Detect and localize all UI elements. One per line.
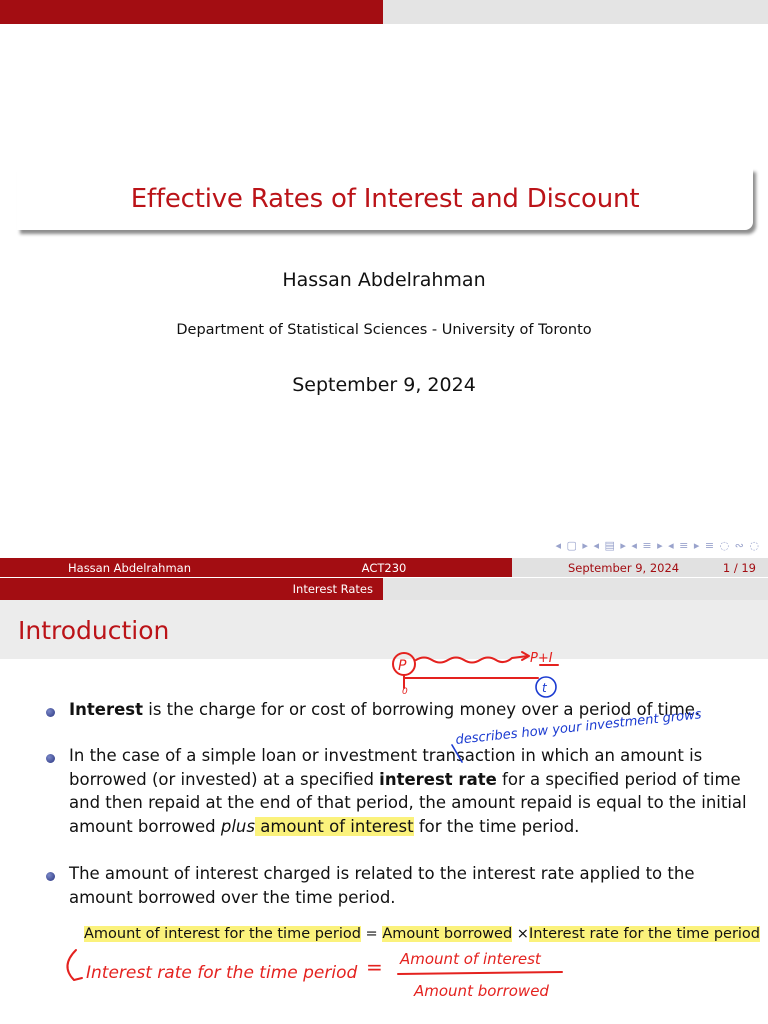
red-fraction-bar bbox=[398, 972, 562, 974]
footline-date: September 9, 2024 bbox=[568, 560, 680, 575]
bullet2-part3: amount of interest bbox=[254, 816, 414, 836]
bullet2-bold: interest rate bbox=[379, 769, 497, 789]
p-plus-i-label: P+I bbox=[530, 651, 553, 666]
formula-times: × bbox=[512, 926, 529, 942]
bullet2-part1: In the case of a simple loan or investment transaction in which an amount is borrowed (or invested) at a specified bbox=[69, 746, 703, 789]
formula-term2: Interest rate for the time period bbox=[528, 926, 761, 942]
beamer-navigation-icons[interactable]: ◂ ▢ ▸ ◂ ▤ ▸ ◂ ≡ ▸ ◂ ≡ ▸ ≡ ◌ ∾ ◌ bbox=[555, 539, 760, 552]
footline-author: Hassan Abdelrahman bbox=[0, 558, 256, 577]
t-label: t bbox=[542, 681, 547, 695]
slide-title: Effective Rates of Interest and Discount bbox=[130, 184, 640, 214]
red-lhs: Interest rate for the time period bbox=[86, 963, 358, 983]
formula-equals: = bbox=[360, 926, 383, 942]
bullet-text-3: The amount of interest charged is related to the interest rate applied to the amount borrowed over the time period. bbox=[69, 864, 695, 907]
bullet2-italic: plus bbox=[220, 816, 255, 836]
formula-term1: Amount borrowed bbox=[382, 926, 513, 942]
footline-course: ACT230 bbox=[256, 558, 512, 577]
red-equals: = bbox=[366, 955, 383, 979]
formula-lhs: Amount of interest for the time period bbox=[84, 926, 361, 942]
frame-title: Introduction bbox=[18, 616, 170, 645]
red-numerator: Amount of interest bbox=[400, 950, 541, 968]
blue-note: describes how your investment grows bbox=[454, 707, 703, 748]
presentation-date: September 9, 2024 bbox=[292, 374, 476, 396]
department: Department of Statistical Sciences - University of Toronto bbox=[176, 322, 592, 338]
bullet1-rest: is the charge for or cost of borrowing money over a period of time. bbox=[143, 700, 701, 719]
wavy-arrow bbox=[416, 656, 528, 663]
p-label: P bbox=[398, 658, 407, 674]
footline-page: 1 / 19 bbox=[722, 560, 756, 575]
bullet1-bold: Interest bbox=[69, 700, 144, 719]
section-name: Interest Rates bbox=[0, 578, 383, 600]
red-bracket bbox=[67, 950, 82, 980]
author-name: Hassan Abdelrahman bbox=[282, 269, 486, 291]
bullet2-part4: for the time period. bbox=[413, 816, 580, 836]
bullet2-part2: for a specified period of time and then repaid at the end of that period, the amount repaid is equal to the initial amount borrowed bbox=[69, 769, 747, 836]
zero-label: 0 bbox=[402, 687, 408, 697]
red-denominator: Amount borrowed bbox=[414, 982, 549, 1000]
